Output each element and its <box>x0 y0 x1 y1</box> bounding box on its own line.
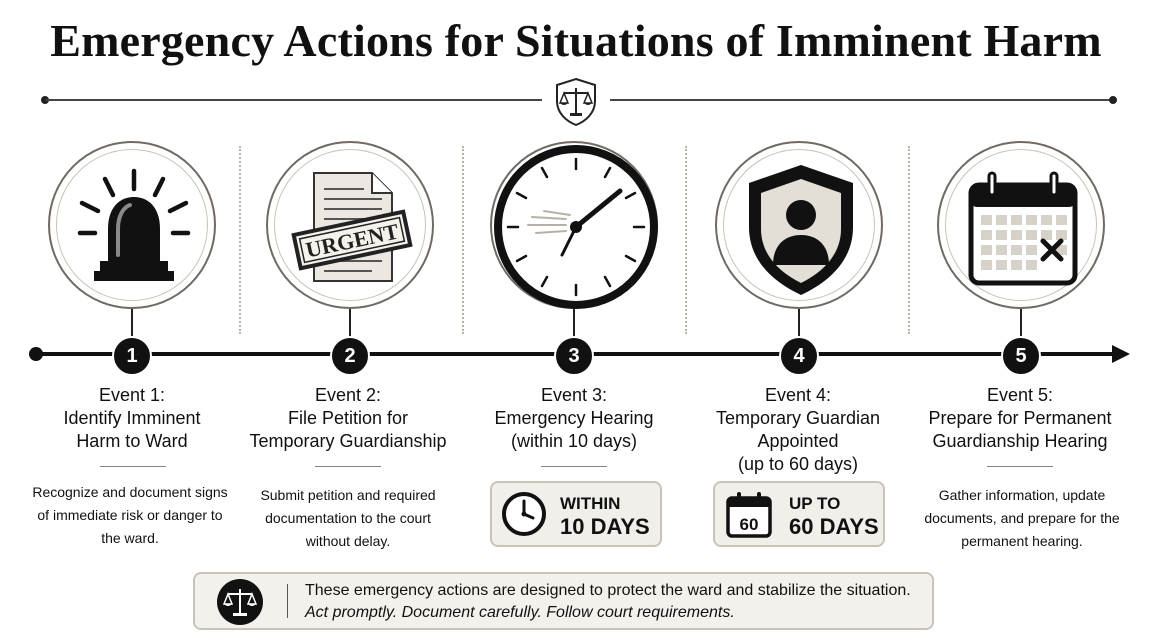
title-rule-right <box>610 99 1112 101</box>
step-1-description: Recognize and document signs of immediate risk or danger to the ward. <box>32 484 228 546</box>
notice-line-2: Act promptly. Document carefully. Follow court requirements. <box>305 604 735 621</box>
step-5-icon-circle <box>937 141 1105 309</box>
calendar-number: 60 <box>739 515 759 534</box>
step-4-number: 4 <box>779 336 819 376</box>
column-separator <box>462 146 464 334</box>
clock-icon <box>500 490 548 538</box>
step-2-number: 2 <box>330 336 370 376</box>
timeline-arrowhead <box>1112 345 1130 363</box>
page-title: Emergency Actions for Situations of Imminent Harm <box>50 15 1102 66</box>
step-5-description: Gather information, update documents, and prepare for the permanent hearing. <box>924 487 1120 549</box>
step-2-title: Event 2: File Petition for Temporary Guardianship <box>249 385 447 451</box>
step-2-description: Submit petition and required documentation to the court without delay. <box>260 487 436 549</box>
step-1-divider <box>100 466 166 467</box>
step-5-number: 5 <box>1001 336 1041 376</box>
step-3-title: Event 3: Emergency Hearing (within 10 days) <box>494 385 654 451</box>
step-3-duration-badge <box>490 481 662 547</box>
column-separator <box>239 146 241 334</box>
scales-of-justice-icon <box>217 579 263 625</box>
column-separator <box>685 146 687 334</box>
rule-dot-right <box>1109 96 1117 104</box>
step-3-icon-circle <box>490 141 658 309</box>
step-3-number: 3 <box>554 336 594 376</box>
timeline-start-dot <box>29 347 43 361</box>
badge-4-line1: UP TO <box>789 494 841 513</box>
badge-4-line2: 60 DAYS <box>789 514 879 539</box>
urgent-stamp-text: URGENT <box>303 218 401 263</box>
notice-divider <box>287 584 288 618</box>
column-separator <box>908 146 910 334</box>
step-2-icon-circle <box>266 141 434 309</box>
badge-3-line2: 10 DAYS <box>560 514 650 539</box>
step-5-title: Event 5: Prepare for Permanent Guardianship Hearing <box>928 385 1112 451</box>
step-4-duration-badge <box>713 481 885 547</box>
clock-icon <box>492 143 660 311</box>
scales-of-justice-shield-icon <box>553 77 599 127</box>
step-4-icon-circle <box>715 141 883 309</box>
alarm-beacon-icon <box>50 143 218 311</box>
step-4-title: Event 4: Temporary Guardian Appointed (up to 60 days) <box>715 385 881 474</box>
notice-line-1: These emergency actions are designed to protect the ward and stabilize the situation. <box>305 582 911 599</box>
calendar-icon <box>725 489 773 539</box>
step-2-divider <box>315 466 381 467</box>
shield-person-icon <box>717 143 885 311</box>
step-1-icon-circle <box>48 141 216 309</box>
step-5-divider <box>987 466 1053 467</box>
step-1-title: Event 1: Identify Imminent Harm to Ward <box>63 385 201 451</box>
step-1-number: 1 <box>112 336 152 376</box>
title-rule-left <box>46 99 542 101</box>
calendar-icon <box>939 143 1107 311</box>
notice-panel <box>193 572 934 630</box>
badge-3-line1: WITHIN <box>560 494 621 513</box>
step-3-divider <box>541 466 607 467</box>
urgent-document-icon <box>268 143 436 311</box>
